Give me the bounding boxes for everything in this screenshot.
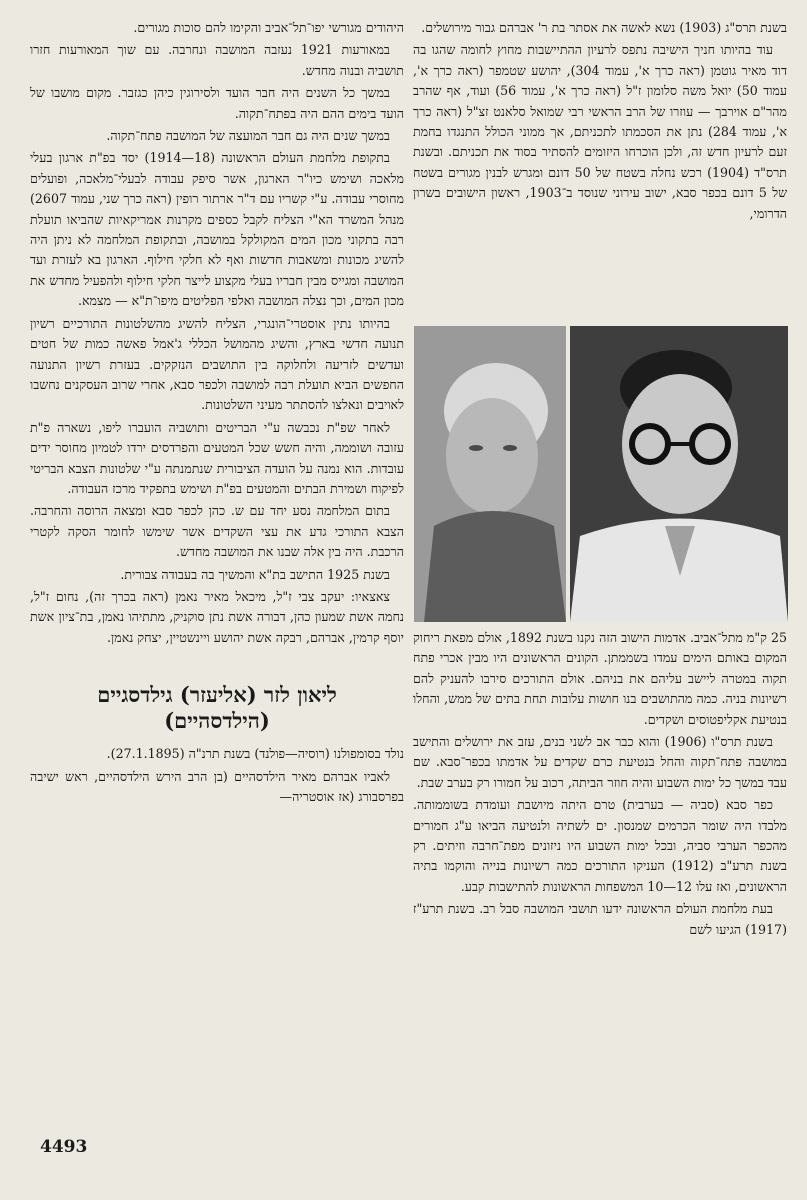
paragraph: נולד בסומפולנו (רוסיה—פולנד) בשנת תרנ"ה (27.1.1895). (106, 746, 404, 762)
descendants-paragraph: צאצאיו: יעקב צבי ז"ל, מיכאל מאיר נאמן (ראה בכרך זה), נחום ז"ל, נחמה אשת שמעון כהן, דבורה אשת נתן סוקניק, מתתיהו נאמן, בת־ציון אשת יוסף קרמין, אברהם, רבקה אשת יהושע ויינשטיין, יצחק נאמן. (30, 588, 404, 645)
paragraph: במשך שנים היה גם חבר המועצה של המושבה פתח־תקוה. (106, 128, 390, 144)
paragraph: במאורעות 1921 נעזבה המושבה ונחרבה. עם שוך המאורעות חזרו תושביה ובנוה מחדש. (30, 42, 404, 78)
paragraph: בשנת תרס"ג (1903) נשא לאשה את אסתר בת ר' אברהם גבור מירושלים. (421, 20, 787, 35)
paragraph: כפר סבא (סביה — בערבית) טרם היתה מיושבת ועומדת בשוממותה. מלבדו היה שומר הכרמים שמנסון. ים לשתיה ולנטיעה הביאו ע"ג חמורים מהכפר הערבי סביה, ובכל ימות השבוע היו ניזונים מפת־חרבה וזיתים. רק בשנת תרע"ב (1912) העניקו התורכים כמה רשיונות בנייה והוקמו בתיה הראשונים, ואז עלו 12—10 המשפחות הראשונות להתישבות קבע. (413, 797, 787, 894)
biography-heading (30, 682, 404, 734)
portrait-photo-man (570, 326, 788, 622)
paragraph: בתום המלחמה נסע יחד עם ש. כהן לכפר סבא ומצאה הרוסה והחרבה. הצבא התורכי גדע את עצי השקדים אשר שימשו לחומר הסקה לקטרי הרכבת. היה בין אלה שבנו את המושבה מחדש. (30, 503, 404, 560)
page-number: 4493 (40, 1137, 88, 1157)
paragraph: בהיותו נתין אוסטרי־הונגרי, הצליח להשיג מהשלטונות התורכיים רשיון תנועה חדשי בארץ, והשיג מהמושל הכללי ג'אמל פאשה כמות של חטים ועדשים לזריעה ולחלוקה בין התושבים הנזקקים. בעזרת רשיון התנועה החפשים הביא תועלת רבה למושבה ולכפר סבא, אחרי שרוב העסקנים נחשבו לאויבים ונאלצו להסתתר מעיני השלטונות. (30, 315, 404, 413)
paragraph: לאביו אברהם מאיר הילדסהיים (בן הרב הירש הילדסהיים, ראש ישיבה בפרסבורג (אז אוסטריה— (30, 768, 404, 804)
portrait-photo-woman (414, 326, 566, 622)
left-column (30, 18, 404, 809)
right-column-bottom (413, 628, 787, 942)
paragraph: בעת מלחמת העולם הראשונה ידעו תושבי המושבה סבל רב. בשנת תרע"ז (1917) הגיעו לשם (413, 901, 787, 937)
heading-line: (הילדסהיים) (164, 708, 270, 734)
paragraph: במשך כל השנים היה חבר הועד ולסירוגין כיהן כגזבר. מקום מושבו של הועד בימים ההם היה בפתח־תקוה. (30, 85, 404, 121)
heading-line: ליאון לזר (אליעזר) גילדסגיים (97, 682, 337, 708)
paragraph: עוד בהיותו חניך הישיבה נתפס לרעיון ההתיישבות מחוץ לחומה שהגו בה דוד מאיר גוטמן (ראה כרך א', עמוד 304), יהושע שטמפר (ראה כרך א', עמוד 50) יואל משה סלומון ז"ל (ראה כרך א', עמוד 56) ועוד, אף שהרב מהר"ם אוירבך — עוזרו של הרב הראשי רבי שמואל סלאנט זצ"ל (ראה כרך א', עמוד 284) נתן את הסכמתו לתכניתם, אך ממוני הכולל התנגדו בחמת זעם לרעיון חדש זה, ולכן הוכרחו היזומים להסתיר בסוד את תכניתם. ובשנת תרס"ד (1904) רכש נחלה בשטח של 50 דונם ומגרש לבנין מגורים בשטח של 5 דונם בכפר סבא, ישוב עירוני שנוסד ב־1903, ראשון הישובים בשרון הדרומי, (413, 42, 788, 221)
paragraph: לאחר שפ"ת נכבשה ע"י הבריטים ותושביה הועברו ליפו, נשארה פ"ת עזובה ושוממה, והיה חשש שכל המטעים והפרדסים ירדו לטמיון מחוסר ידים עובדות. הוא נמנה על הועדה הציבורית שנתמנתה ע"י שלטונות הצבא הבריטי לפיקוח ושמירת הבתים והמטעים בפ"ת ושימש בתפקיד מרכז העבודה. (30, 419, 404, 496)
right-column-top (413, 18, 787, 226)
paragraph: היהודים מגורשי יפו־תל־אביב והקימו להם סוכות מגורים. (133, 20, 404, 35)
portrait-photos (414, 326, 788, 622)
paragraph: בשנת תרס"ו (1906) והוא כבר אב לשני בנים, עזב את ירושלים והתישב במושבה פתח־תקוה והחל בנטיעת כרם שקדים על אדמתו בכפר־סבא. שם עבד במשך כל ימות השבוע והיה חוזר הביתה, רכוב על חמורו רק בערב שבת. (413, 734, 787, 790)
paragraph: בתקופת מלחמת העולם הראשונה (18—1914) יסד בפ"ת ארגון בעלי מלאכה ושימש כיו"ר הארגון, אשר סיפק עבודה לבעלי־מלאכה, ופועלים מחוסרי עבודה. ע"י קשריו עם ד"ר ארתור רופין (ראה כרך שני, עמוד 2607) מנהל המשרד הא"י הצליח לקבל כספים מקרנות אמריקאיות שהביאו תועלת רבה בתקוני מכון המים המקולקל במושבה, ובתקופת המלחמה לא ניתן היה להשיג מכונות ומשאבות חדשות ואף לא חלקי חילוף. הארגון בא לעזרת ועד המושבה ומגייס מבין חבריו בעלי מקצוע לייצר חלקי חילוף ולהפעיל מחדש את מכון המים, וכך נצלה המושבה ואלפי הפליטים מיפו־ת"א — מצמא. (30, 150, 404, 309)
paragraph: בשנת 1925 התישב בת"א והמשיך בה בעבודה צבורית. (120, 566, 390, 582)
paragraph: 25 ק"מ מתל־אביב. אדמות הישוב הזה נקנו בשנת 1892, אולם מפאת ריחוק המקום באותם הימים עמדו בשממתן. הקונים הראשונים היו מבין אכרי פתח תקוה במטרה ליישב עליהם את בניהם. אולם התורכים סירבו להעניק להם רשיונות בניה. כמה מהתושבים בנו חושות עלובות תחת בתים של ממש, והחלו בנטיעת אקליפטוסים ושקדים. (413, 630, 787, 727)
